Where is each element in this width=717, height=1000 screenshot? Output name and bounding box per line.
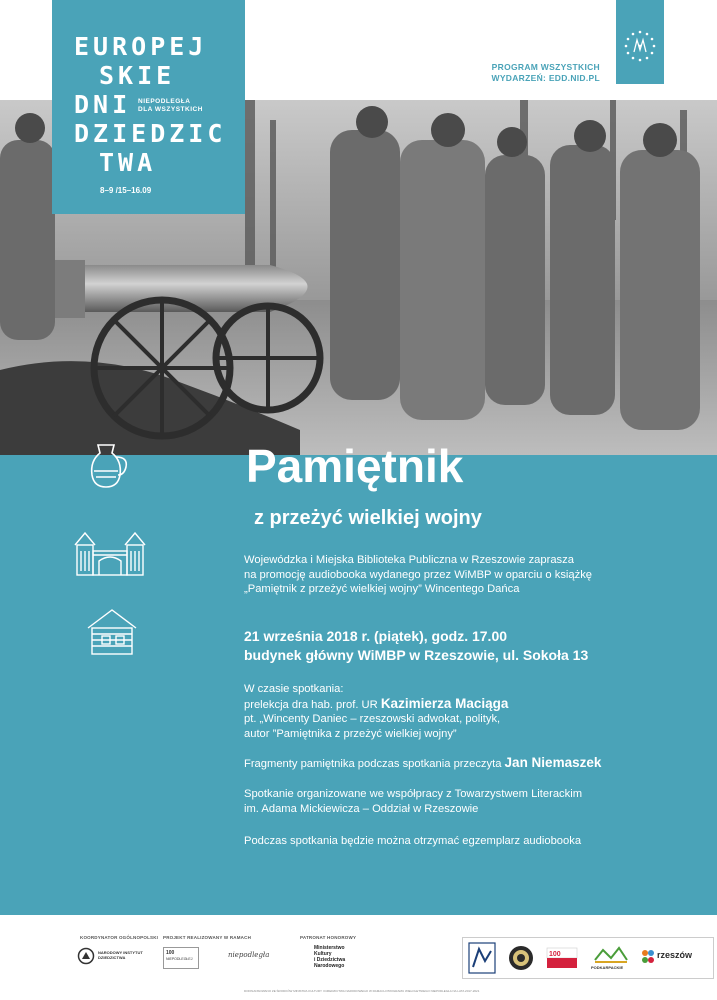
intro-line-3: „Pamiętnik z przeżyć wielkiej wojny” Wincentego Dańca <box>244 583 520 595</box>
logo-tagline <box>138 98 203 114</box>
coop-line-1: Spotkanie organizowane we współpracy z Towarzystwem Literackim <box>244 788 583 800</box>
flag-100-icon <box>545 944 581 972</box>
logo-line-4: DZIEDZIC <box>74 119 227 148</box>
cooperation-paragraph <box>244 787 582 816</box>
patron-label: PATRONAT HONOROWY <box>300 935 357 940</box>
audiobook-paragraph: Podczas spotkania będzie można otrzymać egzemplarz audiobooka <box>244 835 582 847</box>
project-name-1: 100 <box>166 950 175 956</box>
during-line-2 <box>244 697 508 713</box>
edd-logo <box>52 0 245 214</box>
ministry-line-3: i Dziedzictwa <box>314 957 346 963</box>
ministry-line-2: Kultury <box>314 951 332 957</box>
niepodlegla-badge <box>163 947 199 969</box>
during-line-4: autor ”Pamiętnika z przeżyć wielkiej wojny” <box>244 727 457 740</box>
during-line-1: W czasie spotkania: <box>244 683 344 695</box>
program-url-link[interactable]: EDD.NID.PL <box>548 73 600 83</box>
rzeszow-label: rzeszów <box>657 950 693 960</box>
svg-text:100: 100 <box>549 951 561 958</box>
castle-icon <box>73 527 147 577</box>
sponsor-logos <box>462 937 714 979</box>
logo-line-2: SKIE <box>99 61 176 90</box>
program-info <box>492 62 600 84</box>
reader-name: Jan Niemaszek <box>504 755 602 770</box>
lecturer-name: Kazimierza Maciąga <box>380 695 509 711</box>
during-line-3: pt. „Wincenty Daniec – rzeszowski adwokat, polityk, <box>244 713 501 725</box>
intro-paragraph <box>244 553 592 597</box>
coop-line-2: im. Adama Mickiewicza – Oddział w Rzeszowie <box>244 802 479 815</box>
nid-logo-icon <box>77 947 95 965</box>
podkarpackie-label: PODKARPACKIE <box>591 965 624 970</box>
program-line-2-prefix: WYDARZEŃ: <box>491 73 549 83</box>
society-emblem-icon <box>507 943 535 973</box>
coordinator-name-1: NARODOWY INSTYTUT <box>98 950 143 955</box>
stars-circle-icon <box>616 0 664 84</box>
program-line-1: PROGRAM WSZYSTKICH <box>491 62 600 72</box>
logo-tagline-2: DLA WSZYSTKICH <box>138 106 203 113</box>
program-paragraph <box>244 682 508 741</box>
intro-line-2: na promocję audiobooka wydanego przez WiMBP w oparciu o książkę <box>244 568 593 581</box>
wooden-house-icon <box>86 606 138 658</box>
event-place: budynek główny WiMBP w Rzeszowie, ul. Sokoła 13 <box>244 647 589 663</box>
event-date: 21 września 2018 r. (piątek), godz. 17.00 <box>244 628 508 644</box>
coordinator-name-2: DZIEDZICTWA <box>98 955 126 960</box>
jug-icon <box>84 441 132 491</box>
project-label: PROJEKT REALIZOWANY W RAMACH <box>163 935 252 940</box>
lecture-prefix: prelekcja dra hab. prof. UR <box>244 698 381 711</box>
library-logo-icon <box>467 941 497 975</box>
rzeszow-logo-icon <box>641 948 655 966</box>
ministry-line-1: Ministerstwo <box>314 945 345 951</box>
logo-line-5: TWA <box>99 148 157 177</box>
logo-line-3: DNI <box>74 90 132 119</box>
project-name-2: NIEPODLEGŁEJ <box>166 957 193 961</box>
event-details <box>244 627 588 665</box>
coordinator-label: KOORDYNATOR OGÓLNOPOLSKI <box>80 935 159 940</box>
event-subtitle: z przeżyć wielkiej wojny <box>254 507 482 529</box>
program-line-2 <box>492 73 600 84</box>
ministry-line-4: Narodowego <box>314 963 345 969</box>
reading-paragraph <box>244 756 601 772</box>
event-title: Pamiętnik <box>246 440 464 492</box>
reading-prefix: Fragmenty pamiętnika podczas spotkania przeczyta <box>244 758 505 770</box>
logo-line-1: EUROPEJ <box>74 32 208 61</box>
fineprint: DOFINANSOWANO ZE ŚRODKÓW MINISTRA KULTURY I DZIEDZICTWA NARODOWEGO W RAMACH PROGRAMU WIELOLETNIEGO NIEPODLEGŁA NA LATA 2017-2021 <box>244 989 480 993</box>
logo-tagline-1: NIEPODLEGŁA <box>138 98 191 105</box>
logo-dates: 8–9 /15–16.09 <box>100 186 152 195</box>
niepodlegla-script: niepodległa <box>228 951 270 959</box>
stars-badge <box>616 0 664 84</box>
intro-line-1: Wojewódzka i Miejska Biblioteka Publiczna w Rzeszowie zaprasza <box>244 554 574 566</box>
